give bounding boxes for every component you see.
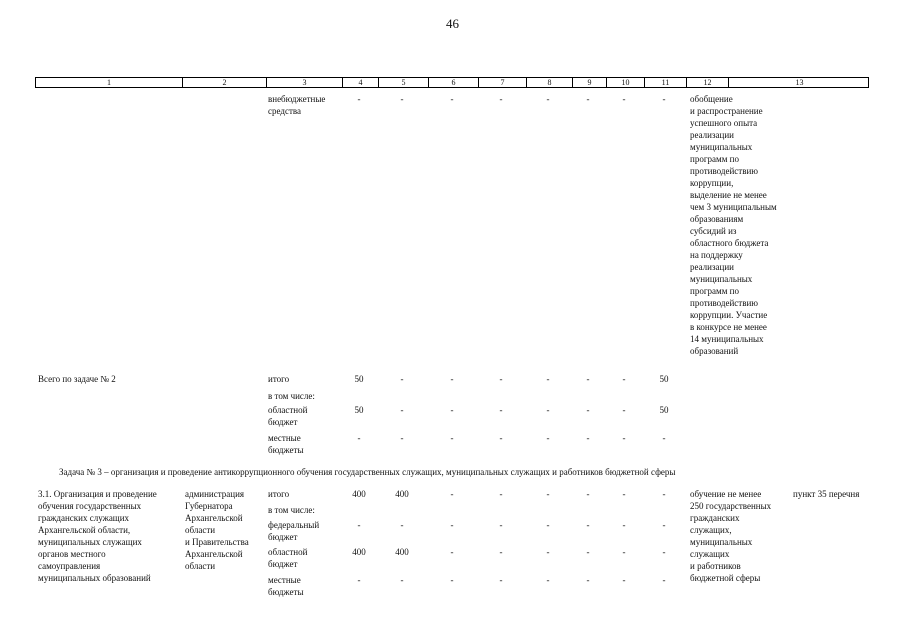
value-cell: -	[586, 520, 590, 530]
result-line: выделение не менее	[690, 190, 767, 200]
source-line: бюджеты	[268, 587, 304, 597]
item31-executor-line: области	[185, 561, 216, 571]
header-cell-3: 3	[266, 78, 342, 87]
value-cell: -	[586, 374, 590, 384]
total-task2-label: Всего по задаче № 2	[38, 374, 116, 384]
source-line: областной	[268, 547, 308, 557]
item31-executor-line: администрация	[185, 489, 245, 499]
value-cell: -	[450, 405, 454, 415]
result-line: муниципальных	[690, 274, 753, 284]
result-line: противодействию	[690, 298, 758, 308]
value-cell: -	[586, 547, 590, 557]
value-cell: -	[662, 547, 666, 557]
result-line: образованиям	[690, 214, 744, 224]
source-line: внебюджетные	[268, 94, 326, 104]
value-cell: -	[662, 433, 666, 443]
value-cell: -	[662, 94, 666, 104]
value-cell: -	[450, 94, 454, 104]
value-cell: -	[586, 433, 590, 443]
result-line: программ по	[690, 154, 739, 164]
result-line: коррупции,	[690, 178, 734, 188]
result-line: программ по	[690, 286, 739, 296]
value-cell: -	[622, 520, 626, 530]
item31-name-line: 3.1. Организация и проведение	[38, 489, 157, 499]
value-cell: -	[499, 433, 503, 443]
item31-reference: пункт 35 перечня	[793, 489, 860, 499]
value-cell: -	[662, 575, 666, 585]
value-cell: 400	[352, 547, 366, 557]
item31-executor-line: Губернатора	[185, 501, 233, 511]
value-cell: -	[662, 489, 666, 499]
value-cell: -	[546, 94, 550, 104]
value-cell: -	[622, 94, 626, 104]
value-cell: -	[622, 433, 626, 443]
source-line: итого	[268, 489, 290, 499]
value-cell: -	[499, 520, 503, 530]
value-cell: -	[450, 374, 454, 384]
value-cell: -	[400, 520, 404, 530]
source-line: средства	[268, 106, 302, 116]
item31-result-line: обучение не менее	[690, 489, 762, 499]
result-line: областного бюджета	[690, 238, 769, 248]
value-cell: -	[400, 374, 404, 384]
source-line: итого	[268, 374, 290, 384]
result-line: коррупции. Участие	[690, 310, 768, 320]
source-line: бюджеты	[268, 445, 304, 455]
item31-name-line: муниципальных служащих	[38, 537, 142, 547]
header-cell-8: 8	[526, 78, 572, 87]
task3-title: Задача № 3 – организация и проведение антикоррупционного обучения государственных служащих, муниципальных служащих и работников бюджетной сферы	[59, 467, 676, 477]
value-cell: -	[450, 547, 454, 557]
header-cell-9: 9	[572, 78, 606, 87]
result-line: в конкурсе не менее	[690, 322, 767, 332]
value-cell: -	[546, 520, 550, 530]
value-cell: -	[450, 575, 454, 585]
result-line: чем 3 муниципальным	[690, 202, 777, 212]
value-cell: -	[622, 575, 626, 585]
value-cell: -	[400, 94, 404, 104]
value-cell: -	[357, 433, 361, 443]
value-cell: -	[586, 489, 590, 499]
value-cell: 50	[354, 374, 364, 384]
item31-name-line: Архангельской области,	[38, 525, 131, 535]
value-cell: -	[450, 489, 454, 499]
item31-name-line: обучения государственных	[38, 501, 142, 511]
result-line: 14 муниципальных	[690, 334, 764, 344]
header-cell-4: 4	[342, 78, 378, 87]
header-cell-6: 6	[428, 78, 478, 87]
result-line: успешного опыта	[690, 118, 758, 128]
value-cell: -	[499, 374, 503, 384]
value-cell: -	[546, 405, 550, 415]
result-line: и распространение	[690, 106, 763, 116]
value-cell: -	[357, 520, 361, 530]
value-cell: -	[662, 520, 666, 530]
item31-result-line: муниципальных	[690, 537, 753, 547]
result-line: противодействию	[690, 166, 758, 176]
source-line: в том числе:	[268, 505, 315, 515]
source-line: областной	[268, 405, 308, 415]
item31-executor-line: области	[185, 525, 216, 535]
item31-executor-line: и Правительства	[185, 537, 249, 547]
value-cell: -	[546, 374, 550, 384]
table-header	[35, 77, 869, 88]
value-cell: -	[499, 489, 503, 499]
result-line: на поддержку	[690, 250, 743, 260]
value-cell: -	[499, 575, 503, 585]
source-line: бюджет	[268, 417, 298, 427]
page-number: 46	[446, 16, 459, 31]
value-cell: -	[622, 489, 626, 499]
item31-executor-line: Архангельской	[185, 549, 243, 559]
result-line: реализации	[690, 130, 734, 140]
result-line: обобщение	[690, 94, 733, 104]
value-cell: -	[546, 489, 550, 499]
value-cell: 400	[395, 489, 409, 499]
value-cell: -	[499, 405, 503, 415]
source-line: федеральный	[268, 520, 320, 530]
value-cell: -	[622, 374, 626, 384]
value-cell: -	[450, 520, 454, 530]
result-line: субсидий из	[690, 226, 737, 236]
value-cell: -	[450, 433, 454, 443]
source-line: местные	[268, 575, 301, 585]
header-cell-7: 7	[478, 78, 526, 87]
result-line: реализации	[690, 262, 734, 272]
value-cell: 50	[659, 405, 669, 415]
source-line: в том числе:	[268, 391, 315, 401]
item31-result-line: служащих	[690, 549, 730, 559]
item31-result-line: бюджетной сферы	[690, 573, 761, 583]
value-cell: -	[357, 575, 361, 585]
value-cell: 50	[659, 374, 669, 384]
value-cell: 50	[354, 405, 364, 415]
value-cell: -	[622, 405, 626, 415]
value-cell: -	[586, 405, 590, 415]
result-line: образований	[690, 346, 739, 356]
value-cell: -	[586, 94, 590, 104]
item31-name-line: самоуправления	[38, 561, 101, 571]
header-cell-13: 13	[728, 78, 870, 87]
header-cell-11: 11	[644, 78, 686, 87]
value-cell: -	[499, 547, 503, 557]
value-cell: -	[400, 433, 404, 443]
value-cell: -	[586, 575, 590, 585]
item31-name-line: муниципальных образований	[38, 573, 151, 583]
item31-result-line: служащих,	[690, 525, 732, 535]
header-cell-2: 2	[182, 78, 266, 87]
item31-result-line: 250 государственных	[690, 501, 772, 511]
header-cell-10: 10	[606, 78, 644, 87]
value-cell: -	[499, 94, 503, 104]
header-cell-5: 5	[378, 78, 428, 87]
source-line: местные	[268, 433, 301, 443]
value-cell: -	[400, 575, 404, 585]
result-line: муниципальных	[690, 142, 753, 152]
value-cell: 400	[395, 547, 409, 557]
source-line: бюджет	[268, 532, 298, 542]
item31-executor-line: Архангельской	[185, 513, 243, 523]
value-cell: -	[622, 547, 626, 557]
item31-name-line: органов местного	[38, 549, 106, 559]
value-cell: -	[546, 433, 550, 443]
item31-result-line: гражданских	[690, 513, 740, 523]
value-cell: -	[546, 575, 550, 585]
value-cell: 400	[352, 489, 366, 499]
value-cell: -	[400, 405, 404, 415]
header-cell-12: 12	[686, 78, 728, 87]
value-cell: -	[357, 94, 361, 104]
item31-result-line: и работников	[690, 561, 741, 571]
item31-name-line: гражданских служащих	[38, 513, 130, 523]
header-cell-1: 1	[107, 78, 111, 87]
value-cell: -	[546, 547, 550, 557]
source-line: бюджет	[268, 559, 298, 569]
